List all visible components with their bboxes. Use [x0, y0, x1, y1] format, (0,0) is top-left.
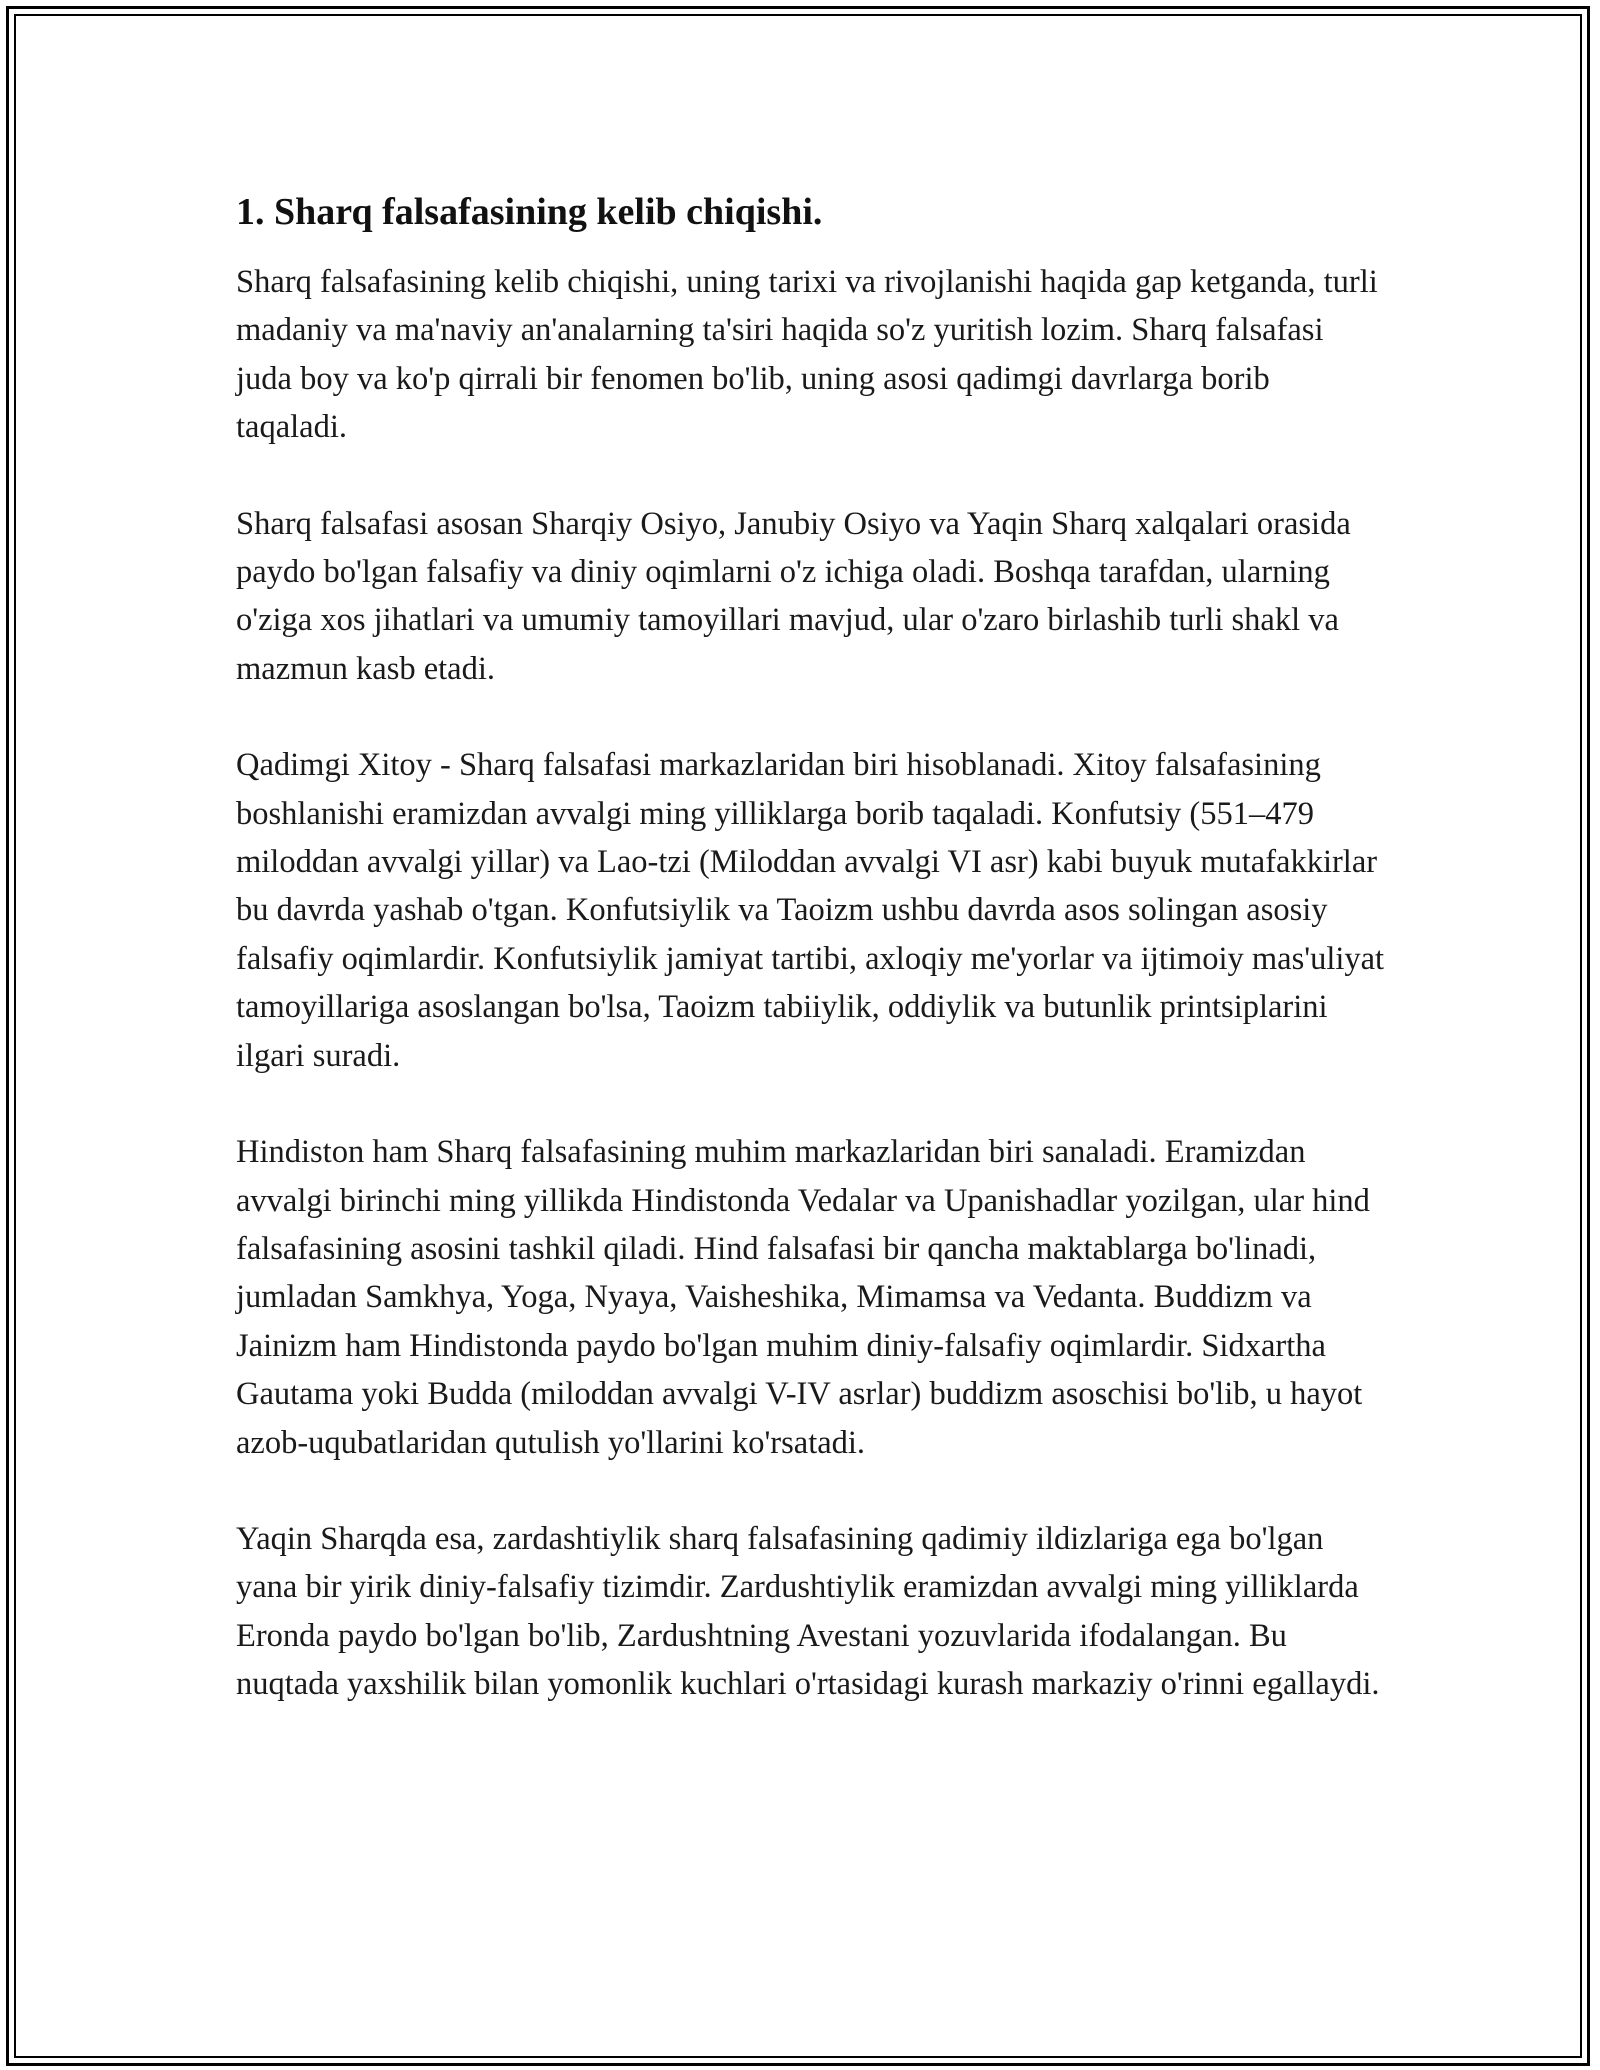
paragraph-regions: Sharq falsafasi asosan Sharqiy Osiyo, Janubiy Osiyo va Yaqin Sharq xalqalari orasida paydo bo'lgan falsafiy va diniy oqimlarni o'z ichiga oladi. Boshqa tarafdan, ularning o'ziga xos jihatlari va umumiy tamoyillari mavjud, ular o'zaro birlashib turli shakl va mazmun kasb etadi.	[236, 505, 1351, 687]
paragraph-intro: Sharq falsafasining kelib chiqishi, uning tarixi va rivojlanishi haqida gap ketganda, turli madaniy va ma'naviy an'analarning ta'siri haqida so'z yuritish lozim. Sharq falsafasi juda boy va ko'p qirrali bir fenomen bo'lib, uning asosi qadimgi davrlarga borib taqaladi.	[236, 264, 1378, 446]
paragraph-near-east: Yaqin Sharqda esa, zardashtiylik sharq falsafasining qadimiy ildizlariga ega bo'lgan yana bir yirik diniy-falsafiy tizimdir. Zardushtiylik eramizdan avvalgi ming yilliklarda Eronda paydo bo'lgan bo'lib, Zardushtning Avestani yozuvlarida ifodalangan. Bu nuqtada yaxshilik bilan yomonlik kuchlari o'rtasidagi kurash markaziy o'rinni egallaydi.	[236, 1520, 1380, 1703]
paragraph-china: Qadimgi Xitoy - Sharq falsafasi markazlaridan biri hisoblanadi. Xitoy falsafasining boshlanishi eramizdan avvalgi ming yilliklarga borib taqaladi. Konfutsiy (551–479 miloddan avvalgi yillar) va Lao-tzi (Miloddan avvalgi VI asr) kabi buyuk mutafakkirlar bu davrda yashab o'tgan. Konfutsiylik va Taoizm ushbu davrda asos solingan asosiy falsafiy oqimlardir. Konfutsiylik jamiyat tartibi, axloqiy me'yorlar va ijtimoiy mas'uliyat tamoyillariga asoslangan bo'lsa, Taoizm tabiiylik, oddiylik va butunlik printsiplarini ilgari suradi.	[236, 747, 1385, 1074]
section-heading: 1. Sharq falsafasining kelib chiqishi.	[236, 191, 823, 233]
document-body	[236, 188, 1386, 1757]
paragraph-india: Hindiston ham Sharq falsafasining muhim markazlaridan biri sanaladi. Eramizdan avvalgi birinchi ming yillikda Hindistonda Vedalar va Upanishadlar yozilgan, ular hind falsafasining asosini tashkil qiladi. Hind falsafasi bir qancha maktablarga bo'linadi, jumladan Samkhya, Yoga, Nyaya, Vaisheshika, Mimamsa va Vedanta. Buddizm va Jainizm ham Hindistonda paydo bo'lgan muhim diniy-falsafiy oqimlardir. Sidxartha Gautama yoki Budda (miloddan avvalgi V-IV asrlar) buddizm asoschisi bo'lib, u hayot azob-uqubatlaridan qutulish yo'llarini ko'rsatadi.	[236, 1134, 1370, 1461]
